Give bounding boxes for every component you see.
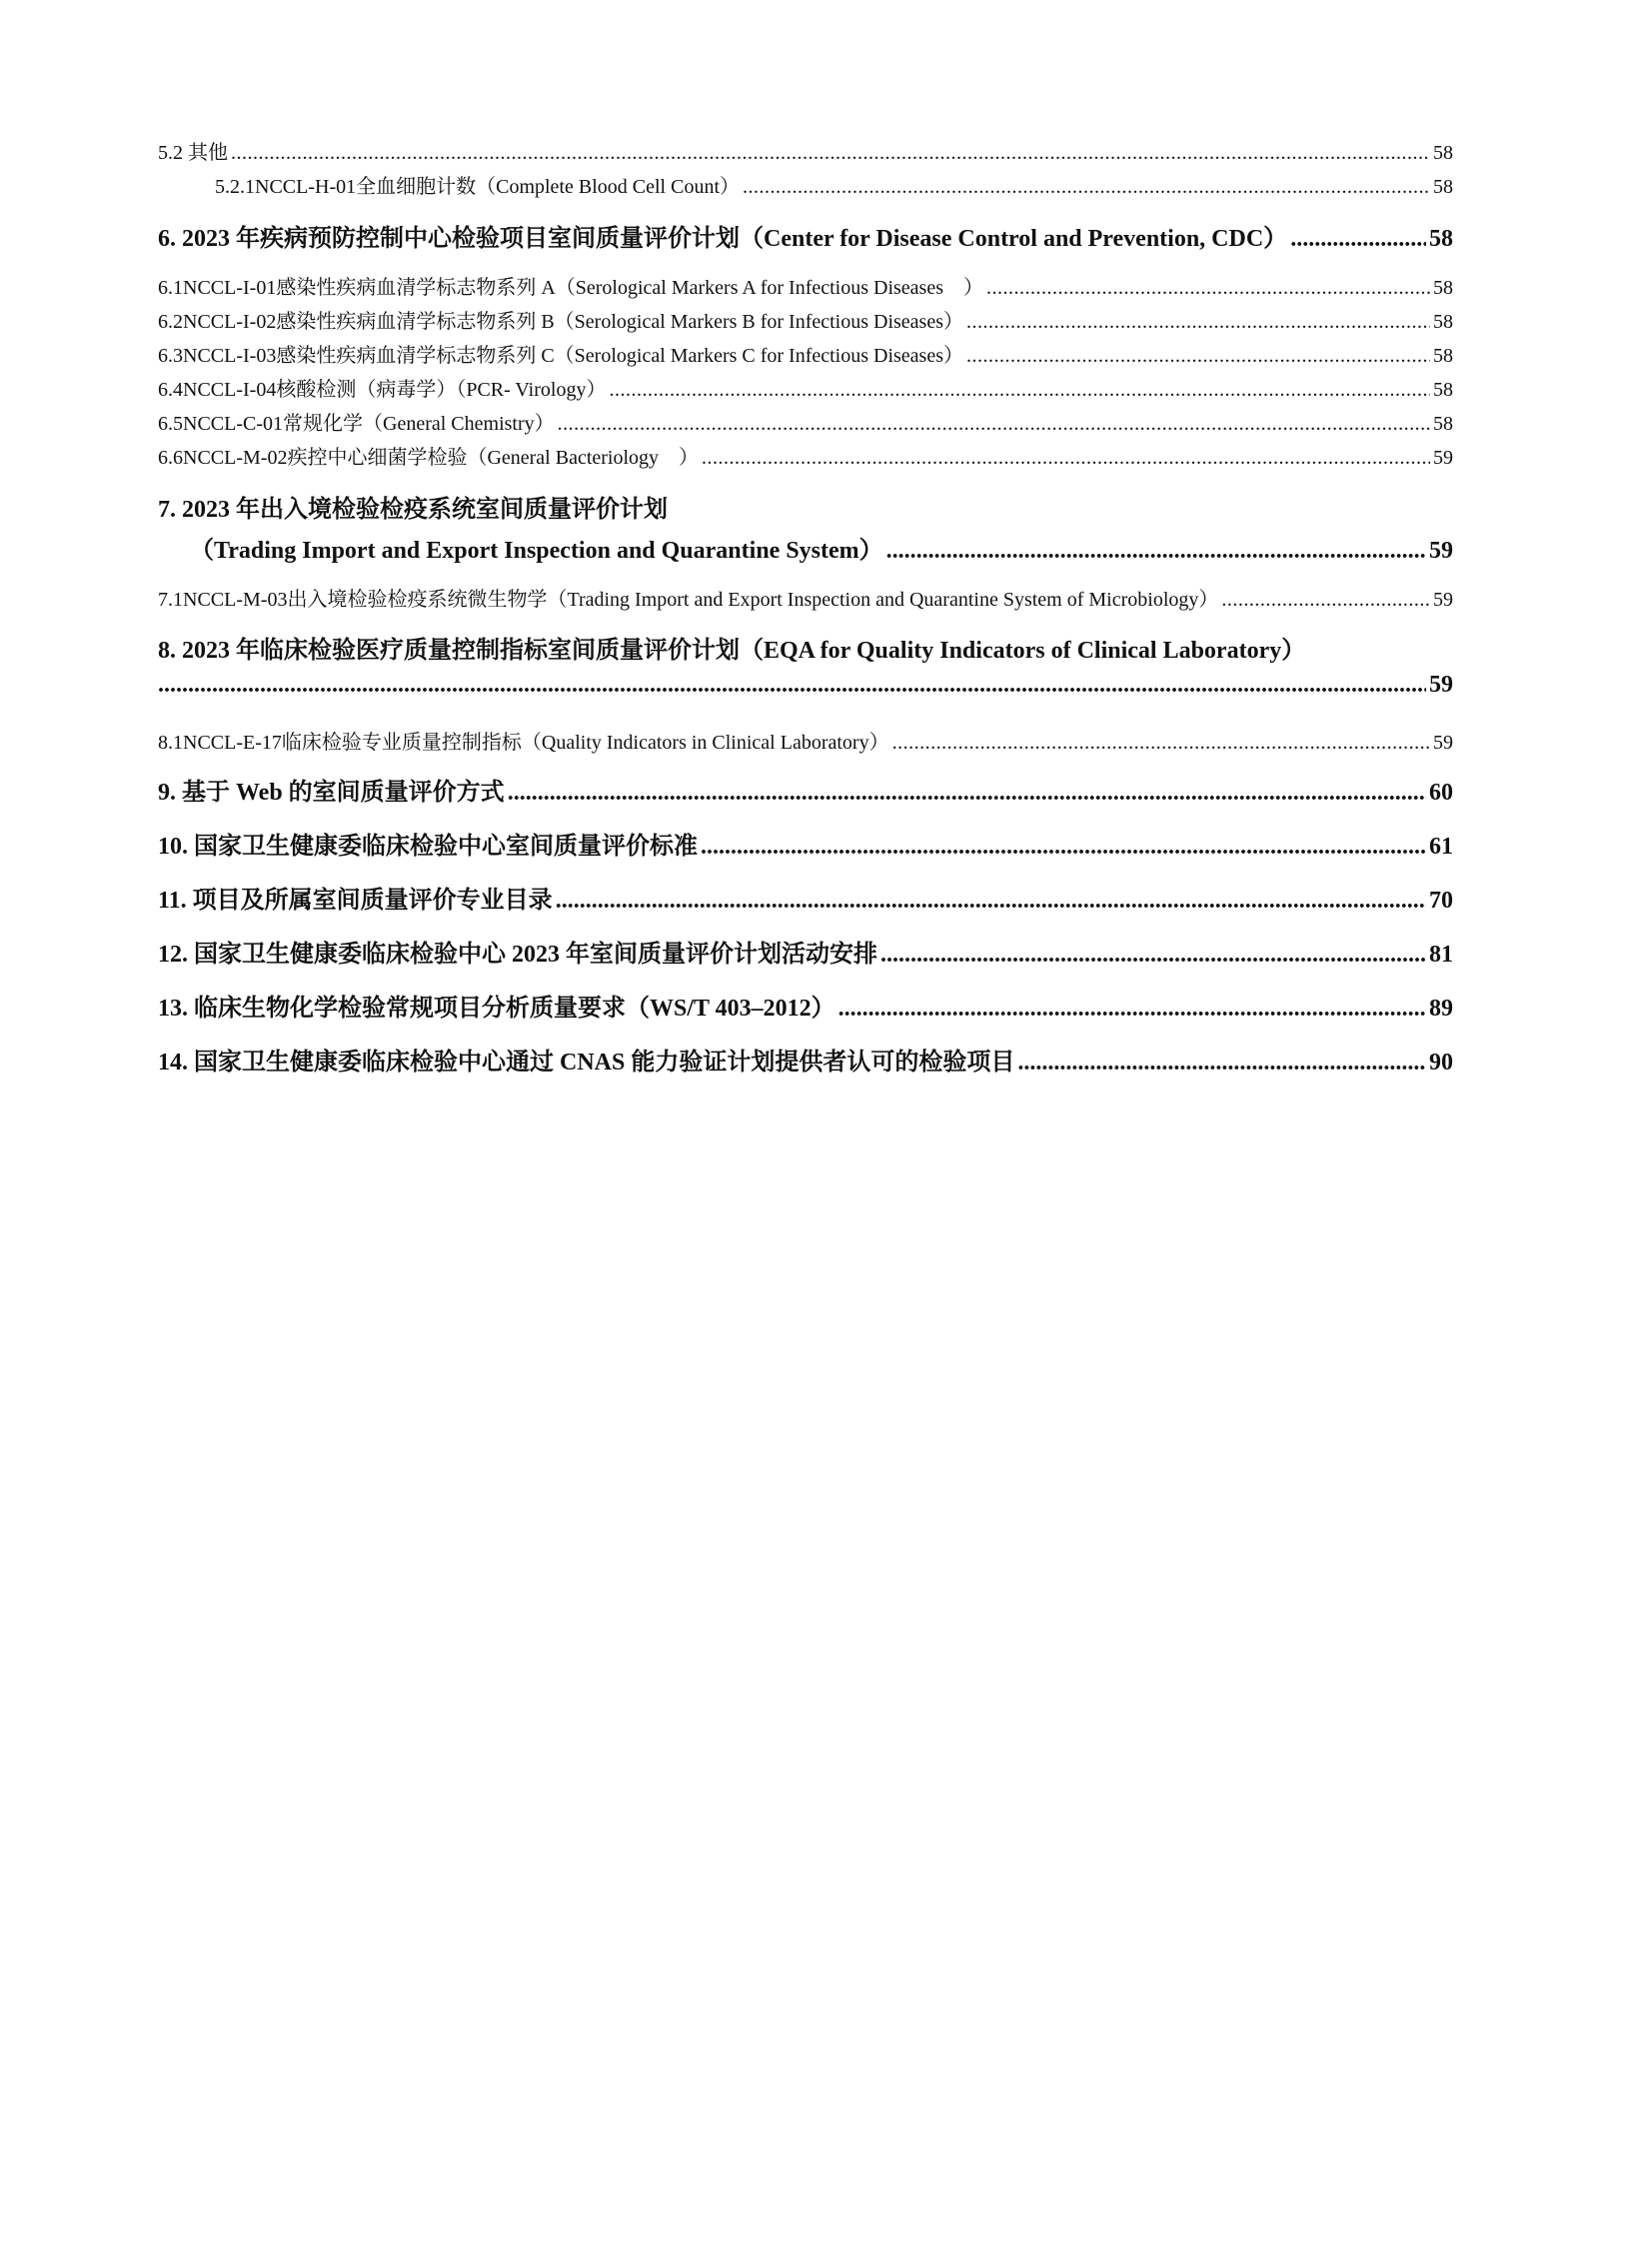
page-number: 58 (1433, 142, 1453, 164)
toc-entry-6-3[interactable] (158, 339, 1453, 365)
entry-code: NCCL-I-03 (183, 345, 277, 367)
toc-entry-9[interactable] (158, 772, 1453, 804)
page-number: 61 (1429, 834, 1453, 860)
toc-entry-6-4[interactable] (158, 373, 1453, 399)
toc-entry-7[interactable] (190, 530, 1453, 565)
toc-entry-11[interactable] (158, 880, 1453, 912)
entry-number: 6.5 (158, 413, 183, 435)
entry-title: 11. 项目及所属室间质量评价专业目录 (158, 888, 553, 914)
toc-entry-6-1[interactable] (158, 271, 1453, 297)
page-number: 70 (1429, 888, 1453, 914)
dot-leader (880, 942, 1426, 969)
toc-entry-6[interactable] (158, 218, 1453, 250)
toc-entry-5-2[interactable] (158, 136, 1453, 162)
toc-entry-6-6[interactable] (158, 441, 1453, 467)
entry-title: 核酸检测（病毒学）（PCR- Virology） (276, 379, 607, 401)
page-number: 59 (1433, 732, 1453, 754)
page-number: 59 (1429, 538, 1453, 564)
toc-entry-7-title[interactable] (158, 489, 1453, 524)
entry-code: NCCL-I-01 (183, 277, 277, 299)
entry-title: 8. 2023 年临床检验医疗质量控制指标室间质量评价计划（EQA for Quality Indicators of Clinical Laboratory） (158, 638, 1306, 664)
dot-leader (1290, 226, 1426, 253)
entry-code: NCCL-C-01 (183, 413, 283, 435)
page-number: 90 (1429, 1050, 1453, 1076)
toc-entry-8[interactable] (158, 672, 1453, 699)
entry-title: 10. 国家卫生健康委临床检验中心室间质量评价标准 (158, 834, 698, 860)
page-number: 58 (1433, 413, 1453, 435)
toc-entry-6-2[interactable] (158, 305, 1453, 331)
page-number: 58 (1433, 176, 1453, 198)
dot-leader (1221, 589, 1430, 612)
page-number: 58 (1429, 226, 1453, 252)
entry-number: 7.1 (158, 589, 183, 611)
entry-title: 感染性疾病血清学标志物系列 A（Serological Markers A for Infectious Diseases ） (276, 277, 984, 299)
entry-title: 临床检验专业质量控制指标（Quality Indicators in Clinical Laboratory） (281, 732, 889, 754)
entry-subtitle: （Trading Import and Export Inspection and Quarantine System） (190, 538, 883, 564)
page-number: 58 (1433, 277, 1453, 299)
entry-title: 全血细胞计数（Complete Blood Cell Count） (356, 176, 740, 198)
toc-entry-14[interactable] (158, 1042, 1453, 1074)
entry-code: NCCL-I-04 (183, 379, 277, 401)
toc-entry-10[interactable] (158, 826, 1453, 858)
toc-entry-12[interactable] (158, 934, 1453, 966)
toc-entry-7-1[interactable] (158, 583, 1453, 609)
entry-title: 常规化学（General Chemistry） (283, 413, 555, 435)
dot-leader (986, 277, 1430, 300)
page-number: 58 (1433, 311, 1453, 333)
entry-code: NCCL-M-02 (183, 447, 288, 469)
page-number: 59 (1433, 447, 1453, 469)
entry-title: 13. 临床生物化学检验常规项目分析质量要求（WS/T 403–2012） (158, 996, 835, 1022)
dot-leader (558, 413, 1430, 436)
entry-code: NCCL-E-17 (183, 732, 282, 754)
dot-leader (556, 888, 1426, 915)
entry-number: 8.1 (158, 732, 183, 754)
page-number: 58 (1433, 379, 1453, 401)
entry-number: 6.1 (158, 277, 183, 299)
dot-leader (702, 447, 1430, 470)
dot-leader (966, 345, 1430, 368)
entry-title: 14. 国家卫生健康委临床检验中心通过 CNAS 能力验证计划提供者认可的检验项目 (158, 1050, 1015, 1076)
toc-entry-6-5[interactable] (158, 407, 1453, 433)
entry-title: 感染性疾病血清学标志物系列 C（Serological Markers C for Infectious Diseases） (276, 345, 964, 367)
dot-leader (158, 672, 1426, 699)
page-number: 58 (1433, 345, 1453, 367)
entry-number: 6.6 (158, 447, 183, 469)
toc-entry-8-title[interactable] (158, 630, 1453, 665)
entry-number: 5.2 (158, 142, 183, 164)
entry-title: 12. 国家卫生健康委临床检验中心 2023 年室间质量评价计划活动安排 (158, 942, 877, 968)
entry-title: 疾控中心细菌学检验（General Bacteriology ） (287, 447, 700, 469)
dot-leader (508, 780, 1426, 807)
dot-leader (609, 379, 1430, 402)
entry-title: 其他 (188, 142, 228, 164)
entry-title: 6. 2023 年疾病预防控制中心检验项目室间质量评价计划（Center for Disease Control and Prevention, CDC） (158, 226, 1288, 252)
entry-number: 6.2 (158, 311, 183, 333)
entry-number: 6.4 (158, 379, 183, 401)
page-number: 60 (1429, 780, 1453, 806)
entry-title: 出入境检验检疫系统微生物学（Trading Import and Export Inspection and Quarantine System of Microbiology） (287, 589, 1219, 611)
entry-number: 6.3 (158, 345, 183, 367)
dot-leader (1017, 1050, 1426, 1077)
dot-leader (966, 311, 1430, 334)
dot-leader (838, 996, 1426, 1023)
entry-title: 感染性疾病血清学标志物系列 B（Serological Markers B for Infectious Diseases） (276, 311, 964, 333)
dot-leader (743, 176, 1430, 199)
entry-code: NCCL-M-03 (183, 589, 288, 611)
toc-entry-8-1[interactable] (158, 726, 1453, 752)
dot-leader (892, 732, 1430, 755)
toc-entry-5-2-1[interactable] (215, 170, 1453, 196)
page-number: 89 (1429, 996, 1453, 1022)
dot-leader (231, 142, 1430, 165)
page-number: 81 (1429, 942, 1453, 968)
page-number: 59 (1429, 672, 1453, 698)
dot-leader (701, 834, 1426, 861)
entry-title: 9. 基于 Web 的室间质量评价方式 (158, 780, 505, 806)
page-number: 59 (1433, 589, 1453, 611)
entry-code: NCCL-H-01 (255, 176, 357, 198)
dot-leader (886, 538, 1426, 565)
entry-title: 7. 2023 年出入境检验检疫系统室间质量评价计划 (158, 497, 668, 523)
toc-entry-13[interactable] (158, 988, 1453, 1020)
entry-code: NCCL-I-02 (183, 311, 277, 333)
entry-number: 5.2.1 (215, 176, 255, 198)
